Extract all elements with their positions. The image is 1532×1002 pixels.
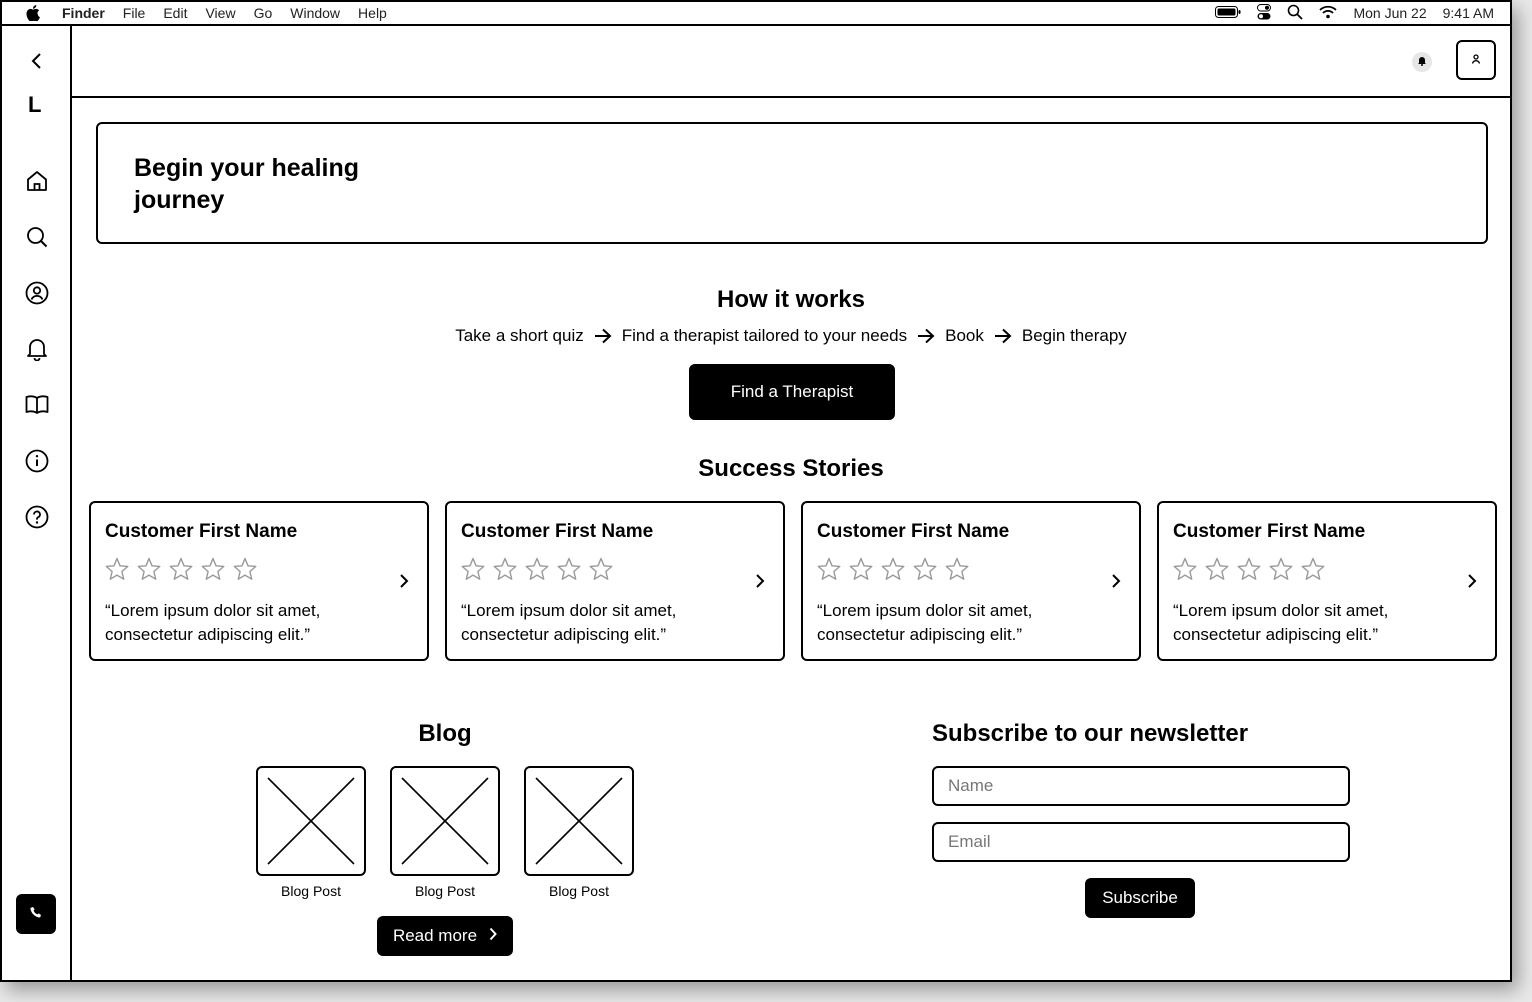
menu-help[interactable]: Help (358, 5, 387, 21)
star-icon[interactable] (881, 557, 905, 581)
phone-icon (30, 905, 42, 923)
spotlight-search-icon[interactable] (1287, 4, 1303, 23)
blog-post-label[interactable]: Blog Post (281, 883, 341, 899)
step-1: Take a short quiz (455, 326, 584, 345)
story-card[interactable] (89, 501, 429, 661)
star-icon[interactable] (137, 557, 161, 581)
menu-app-name[interactable]: Finder (62, 5, 105, 21)
blog-post-label[interactable]: Blog Post (549, 883, 609, 899)
menu-window[interactable]: Window (290, 5, 341, 21)
name-input[interactable] (932, 766, 1350, 806)
menubar-date[interactable]: Mon Jun 22 (1353, 5, 1427, 21)
top-bar (72, 26, 1510, 98)
success-stories-title: Success Stories (698, 455, 884, 482)
blog-post-label[interactable]: Blog Post (415, 883, 475, 899)
logo[interactable]: L (28, 92, 42, 117)
read-more-button[interactable] (377, 916, 513, 956)
image-placeholder-icon[interactable] (256, 766, 366, 876)
apple-icon[interactable] (24, 4, 42, 22)
story-card[interactable] (445, 501, 785, 661)
star-icon[interactable] (945, 557, 969, 581)
star-rating[interactable] (461, 557, 613, 581)
star-icon[interactable] (1301, 557, 1325, 581)
chevron-right-icon[interactable] (1467, 573, 1477, 594)
story-quote: “Lorem ipsum dolor sit amet, consectetur adipiscing elit.” (1173, 601, 1389, 644)
arrow-right-icon (917, 328, 935, 344)
find-therapist-button[interactable]: Find a Therapist (689, 364, 895, 420)
star-icon[interactable] (913, 557, 937, 581)
chevron-right-icon[interactable] (755, 573, 765, 594)
arrow-right-icon (994, 328, 1012, 344)
step-3: Book (945, 326, 984, 345)
star-icon[interactable] (589, 557, 613, 581)
chevron-right-icon[interactable] (399, 573, 409, 594)
star-rating[interactable] (105, 557, 257, 581)
star-icon[interactable] (201, 557, 225, 581)
star-icon[interactable] (1269, 557, 1293, 581)
story-card[interactable] (1157, 501, 1497, 661)
story-quote: “Lorem ipsum dolor sit amet, consectetur adipiscing elit.” (105, 601, 321, 644)
story-quote: “Lorem ipsum dolor sit amet, consectetur adipiscing elit.” (461, 601, 677, 644)
back-icon[interactable] (24, 48, 50, 74)
profile-button[interactable] (1456, 40, 1496, 80)
subscribe-button[interactable]: Subscribe (1085, 878, 1195, 918)
blog-post[interactable] (524, 766, 634, 899)
control-center-icon[interactable] (1257, 4, 1271, 23)
star-icon[interactable] (1237, 557, 1261, 581)
menu-edit[interactable]: Edit (163, 5, 188, 21)
how-it-works-title: How it works (716, 286, 866, 313)
star-icon[interactable] (817, 557, 841, 581)
star-rating[interactable] (1173, 557, 1325, 581)
help-icon[interactable] (24, 504, 50, 530)
star-icon[interactable] (233, 557, 257, 581)
battery-icon[interactable] (1215, 5, 1241, 21)
image-placeholder-icon[interactable] (390, 766, 500, 876)
star-icon[interactable] (1173, 557, 1197, 581)
book-icon[interactable] (24, 392, 50, 418)
blog-post[interactable] (256, 766, 366, 899)
hero-title: Begin your healing journey (134, 154, 360, 214)
star-icon[interactable] (849, 557, 873, 581)
star-icon[interactable] (1205, 557, 1229, 581)
star-rating[interactable] (817, 557, 969, 581)
menu-view[interactable]: View (205, 5, 236, 21)
menubar-time[interactable]: 9:41 AM (1442, 5, 1494, 21)
profile-icon[interactable] (24, 280, 50, 306)
sidebar (2, 26, 72, 982)
blog-post[interactable] (390, 766, 500, 899)
customer-name: Customer First Name (105, 521, 298, 542)
wifi-icon[interactable] (1319, 5, 1337, 22)
notifications-button[interactable] (1412, 52, 1432, 72)
menu-file[interactable]: File (122, 5, 146, 21)
newsletter-title: Subscribe to our newsletter (932, 720, 1249, 747)
step-2: Find a therapist tailored to your needs (621, 326, 908, 345)
blog-title: Blog (418, 720, 472, 747)
read-more-label: Read more (392, 926, 478, 945)
star-icon[interactable] (169, 557, 193, 581)
how-it-works-steps (72, 326, 1510, 346)
arrow-right-icon (594, 328, 612, 344)
image-placeholder-icon[interactable] (524, 766, 634, 876)
story-card[interactable] (801, 501, 1141, 661)
phone-button[interactable] (16, 894, 56, 934)
bell-icon (1417, 53, 1427, 71)
home-icon[interactable] (24, 168, 50, 194)
bell-icon[interactable] (24, 336, 50, 362)
chevron-right-icon[interactable] (1111, 573, 1121, 594)
user-icon (1471, 51, 1481, 69)
star-icon[interactable] (493, 557, 517, 581)
email-input[interactable] (932, 822, 1350, 862)
customer-name: Customer First Name (817, 521, 1010, 542)
star-icon[interactable] (557, 557, 581, 581)
step-4: Begin therapy (1021, 326, 1127, 345)
customer-name: Customer First Name (461, 521, 654, 542)
hero-banner (96, 122, 1488, 244)
star-icon[interactable] (105, 557, 129, 581)
search-icon[interactable] (24, 224, 50, 250)
star-icon[interactable] (525, 557, 549, 581)
info-icon[interactable] (24, 448, 50, 474)
story-quote: “Lorem ipsum dolor sit amet, consectetur adipiscing elit.” (817, 601, 1033, 644)
menu-bar (2, 2, 1510, 26)
customer-name: Customer First Name (1173, 521, 1366, 542)
chevron-right-icon (489, 926, 497, 946)
star-icon[interactable] (461, 557, 485, 581)
menu-go[interactable]: Go (253, 5, 273, 21)
